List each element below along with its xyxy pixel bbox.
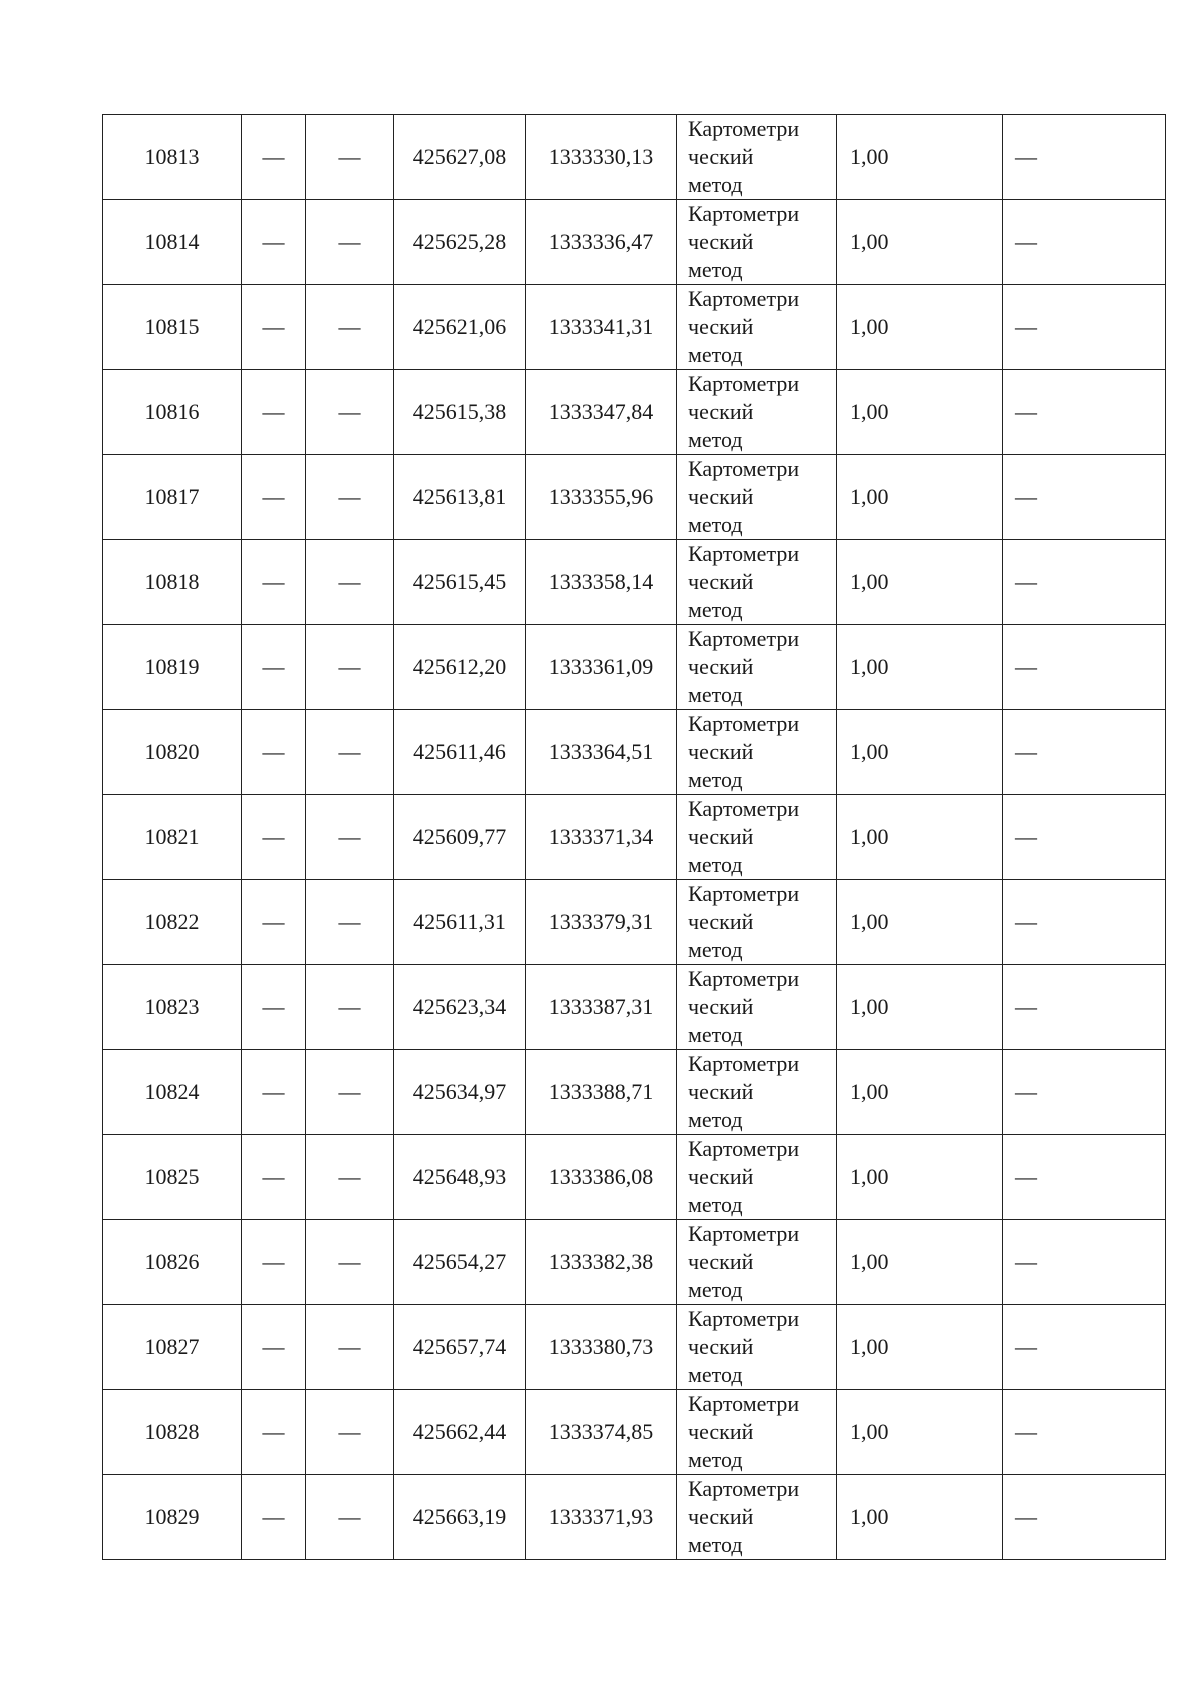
empty-value-cell: — (306, 795, 394, 880)
method-text-line: Картометри (688, 1221, 800, 1246)
point-number-cell: 10814 (103, 200, 242, 285)
method-text-line: Картометри (688, 286, 800, 311)
accuracy-cell: 1,00 (837, 1475, 1003, 1560)
y-coordinate-cell: 1333380,73 (526, 1305, 677, 1390)
y-coordinate-cell: 1333379,31 (526, 880, 677, 965)
x-coordinate-cell: 425634,97 (394, 1050, 526, 1135)
empty-value-cell: — (306, 1135, 394, 1220)
empty-value-cell: — (242, 455, 306, 540)
method-cell (677, 285, 837, 370)
y-coordinate-cell: 1333374,85 (526, 1390, 677, 1475)
accuracy-cell: 1,00 (837, 710, 1003, 795)
table-row (103, 370, 1166, 455)
method-text-line: ческий (688, 1249, 754, 1274)
point-number-cell: 10828 (103, 1390, 242, 1475)
empty-value-cell: — (306, 370, 394, 455)
table-row (103, 965, 1166, 1050)
x-coordinate-cell: 425615,45 (394, 540, 526, 625)
empty-value-cell: — (242, 1305, 306, 1390)
method-text-line: Картометри (688, 881, 800, 906)
y-coordinate-cell: 1333387,31 (526, 965, 677, 1050)
table-row (103, 1475, 1166, 1560)
method-text-line: метод (688, 937, 743, 962)
x-coordinate-cell: 425609,77 (394, 795, 526, 880)
method-text-line: Картометри (688, 1306, 800, 1331)
y-coordinate-cell: 1333347,84 (526, 370, 677, 455)
method-text-line: Картометри (688, 1476, 800, 1501)
empty-value-cell: — (1003, 1475, 1166, 1560)
accuracy-cell: 1,00 (837, 285, 1003, 370)
empty-value-cell: — (1003, 1220, 1166, 1305)
table-row (103, 1305, 1166, 1390)
table-row (103, 200, 1166, 285)
y-coordinate-cell: 1333341,31 (526, 285, 677, 370)
empty-value-cell: — (306, 540, 394, 625)
y-coordinate-cell: 1333336,47 (526, 200, 677, 285)
method-text-line: Картометри (688, 1391, 800, 1416)
empty-value-cell: — (306, 455, 394, 540)
point-number-cell: 10818 (103, 540, 242, 625)
table-row (103, 710, 1166, 795)
table-row (103, 795, 1166, 880)
x-coordinate-cell: 425657,74 (394, 1305, 526, 1390)
accuracy-cell: 1,00 (837, 370, 1003, 455)
method-cell (677, 1305, 837, 1390)
method-text-line: Картометри (688, 626, 800, 651)
y-coordinate-cell: 1333388,71 (526, 1050, 677, 1135)
point-number-cell: 10817 (103, 455, 242, 540)
method-text-line: метод (688, 1447, 743, 1472)
empty-value-cell: — (242, 540, 306, 625)
empty-value-cell: — (242, 285, 306, 370)
y-coordinate-cell: 1333382,38 (526, 1220, 677, 1305)
empty-value-cell: — (306, 1050, 394, 1135)
accuracy-cell: 1,00 (837, 1050, 1003, 1135)
method-text-line: метод (688, 427, 743, 452)
table-row (103, 540, 1166, 625)
accuracy-cell: 1,00 (837, 965, 1003, 1050)
method-text-line: ческий (688, 1164, 754, 1189)
method-text-line: ческий (688, 909, 754, 934)
method-cell (677, 200, 837, 285)
empty-value-cell: — (1003, 1135, 1166, 1220)
table-row (103, 1135, 1166, 1220)
table-row (103, 1390, 1166, 1475)
method-cell (677, 795, 837, 880)
method-text-line: Картометри (688, 966, 800, 991)
table-row (103, 285, 1166, 370)
method-cell (677, 370, 837, 455)
method-text-line: Картометри (688, 541, 800, 566)
method-text-line: ческий (688, 1079, 754, 1104)
x-coordinate-cell: 425612,20 (394, 625, 526, 710)
x-coordinate-cell: 425654,27 (394, 1220, 526, 1305)
x-coordinate-cell: 425663,19 (394, 1475, 526, 1560)
accuracy-cell: 1,00 (837, 880, 1003, 965)
method-cell (677, 1220, 837, 1305)
accuracy-cell: 1,00 (837, 540, 1003, 625)
method-text-line: ческий (688, 1419, 754, 1444)
method-text-line: метод (688, 1022, 743, 1047)
method-text-line: Картометри (688, 1136, 800, 1161)
method-cell (677, 625, 837, 710)
accuracy-cell: 1,00 (837, 1135, 1003, 1220)
method-text-line: Картометри (688, 201, 800, 226)
empty-value-cell: — (242, 370, 306, 455)
method-text-line: метод (688, 1107, 743, 1132)
method-cell (677, 1390, 837, 1475)
empty-value-cell: — (242, 1390, 306, 1475)
accuracy-cell: 1,00 (837, 1220, 1003, 1305)
x-coordinate-cell: 425625,28 (394, 200, 526, 285)
method-text-line: ческий (688, 739, 754, 764)
accuracy-cell: 1,00 (837, 1390, 1003, 1475)
method-text-line: метод (688, 597, 743, 622)
coordinates-table (102, 114, 1166, 1560)
method-cell (677, 540, 837, 625)
empty-value-cell: — (306, 965, 394, 1050)
empty-value-cell: — (1003, 285, 1166, 370)
y-coordinate-cell: 1333361,09 (526, 625, 677, 710)
accuracy-cell: 1,00 (837, 115, 1003, 200)
point-number-cell: 10822 (103, 880, 242, 965)
table-row (103, 625, 1166, 710)
method-text-line: метод (688, 257, 743, 282)
method-text-line: ческий (688, 484, 754, 509)
table-row (103, 1220, 1166, 1305)
method-text-line: Картометри (688, 456, 800, 481)
x-coordinate-cell: 425611,31 (394, 880, 526, 965)
empty-value-cell: — (242, 710, 306, 795)
point-number-cell: 10827 (103, 1305, 242, 1390)
x-coordinate-cell: 425615,38 (394, 370, 526, 455)
empty-value-cell: — (242, 965, 306, 1050)
x-coordinate-cell: 425623,34 (394, 965, 526, 1050)
method-text-line: ческий (688, 144, 754, 169)
empty-value-cell: — (1003, 1390, 1166, 1475)
empty-value-cell: — (306, 710, 394, 795)
y-coordinate-cell: 1333371,93 (526, 1475, 677, 1560)
empty-value-cell: — (1003, 455, 1166, 540)
method-cell (677, 455, 837, 540)
x-coordinate-cell: 425621,06 (394, 285, 526, 370)
empty-value-cell: — (1003, 795, 1166, 880)
point-number-cell: 10826 (103, 1220, 242, 1305)
method-text-line: ческий (688, 994, 754, 1019)
empty-value-cell: — (242, 625, 306, 710)
method-cell (677, 880, 837, 965)
empty-value-cell: — (306, 1475, 394, 1560)
empty-value-cell: — (306, 285, 394, 370)
x-coordinate-cell: 425627,08 (394, 115, 526, 200)
point-number-cell: 10824 (103, 1050, 242, 1135)
method-cell (677, 965, 837, 1050)
method-text-line: метод (688, 1192, 743, 1217)
method-text-line: метод (688, 1532, 743, 1557)
empty-value-cell: — (1003, 200, 1166, 285)
method-text-line: Картометри (688, 711, 800, 736)
x-coordinate-cell: 425648,93 (394, 1135, 526, 1220)
method-cell (677, 1475, 837, 1560)
point-number-cell: 10821 (103, 795, 242, 880)
point-number-cell: 10813 (103, 115, 242, 200)
empty-value-cell: — (1003, 880, 1166, 965)
method-text-line: ческий (688, 314, 754, 339)
accuracy-cell: 1,00 (837, 795, 1003, 880)
empty-value-cell: — (242, 1050, 306, 1135)
method-text-line: Картометри (688, 1051, 800, 1076)
y-coordinate-cell: 1333355,96 (526, 455, 677, 540)
method-cell (677, 1135, 837, 1220)
point-number-cell: 10815 (103, 285, 242, 370)
accuracy-cell: 1,00 (837, 200, 1003, 285)
empty-value-cell: — (306, 625, 394, 710)
y-coordinate-cell: 1333386,08 (526, 1135, 677, 1220)
method-text-line: метод (688, 1277, 743, 1302)
empty-value-cell: — (242, 200, 306, 285)
accuracy-cell: 1,00 (837, 455, 1003, 540)
method-text-line: метод (688, 512, 743, 537)
method-text-line: ческий (688, 1334, 754, 1359)
method-text-line: метод (688, 1362, 743, 1387)
empty-value-cell: — (1003, 540, 1166, 625)
method-text-line: ческий (688, 399, 754, 424)
point-number-cell: 10820 (103, 710, 242, 795)
point-number-cell: 10829 (103, 1475, 242, 1560)
method-text-line: Картометри (688, 371, 800, 396)
method-text-line: ческий (688, 229, 754, 254)
method-text-line: метод (688, 172, 743, 197)
empty-value-cell: — (306, 1390, 394, 1475)
accuracy-cell: 1,00 (837, 625, 1003, 710)
empty-value-cell: — (306, 880, 394, 965)
point-number-cell: 10823 (103, 965, 242, 1050)
point-number-cell: 10816 (103, 370, 242, 455)
method-text-line: ческий (688, 824, 754, 849)
table-row (103, 880, 1166, 965)
coordinates-table-body (103, 115, 1166, 1560)
x-coordinate-cell: 425613,81 (394, 455, 526, 540)
empty-value-cell: — (1003, 710, 1166, 795)
method-text-line: Картометри (688, 116, 800, 141)
method-cell (677, 1050, 837, 1135)
y-coordinate-cell: 1333358,14 (526, 540, 677, 625)
method-text-line: ческий (688, 1504, 754, 1529)
table-row (103, 1050, 1166, 1135)
y-coordinate-cell: 1333371,34 (526, 795, 677, 880)
y-coordinate-cell: 1333364,51 (526, 710, 677, 795)
method-cell (677, 710, 837, 795)
empty-value-cell: — (242, 1135, 306, 1220)
method-text-line: метод (688, 767, 743, 792)
empty-value-cell: — (242, 795, 306, 880)
method-text-line: ческий (688, 569, 754, 594)
method-text-line: метод (688, 682, 743, 707)
point-number-cell: 10819 (103, 625, 242, 710)
empty-value-cell: — (1003, 625, 1166, 710)
empty-value-cell: — (1003, 115, 1166, 200)
x-coordinate-cell: 425611,46 (394, 710, 526, 795)
method-cell (677, 115, 837, 200)
point-number-cell: 10825 (103, 1135, 242, 1220)
empty-value-cell: — (306, 115, 394, 200)
empty-value-cell: — (242, 880, 306, 965)
empty-value-cell: — (306, 1305, 394, 1390)
empty-value-cell: — (1003, 965, 1166, 1050)
accuracy-cell: 1,00 (837, 1305, 1003, 1390)
y-coordinate-cell: 1333330,13 (526, 115, 677, 200)
empty-value-cell: — (306, 1220, 394, 1305)
method-text-line: метод (688, 852, 743, 877)
method-text-line: Картометри (688, 796, 800, 821)
empty-value-cell: — (1003, 1050, 1166, 1135)
table-row (103, 455, 1166, 540)
x-coordinate-cell: 425662,44 (394, 1390, 526, 1475)
empty-value-cell: — (1003, 1305, 1166, 1390)
empty-value-cell: — (242, 115, 306, 200)
empty-value-cell: — (242, 1475, 306, 1560)
empty-value-cell: — (306, 200, 394, 285)
empty-value-cell: — (242, 1220, 306, 1305)
method-text-line: ческий (688, 654, 754, 679)
method-text-line: метод (688, 342, 743, 367)
empty-value-cell: — (1003, 370, 1166, 455)
table-row (103, 115, 1166, 200)
